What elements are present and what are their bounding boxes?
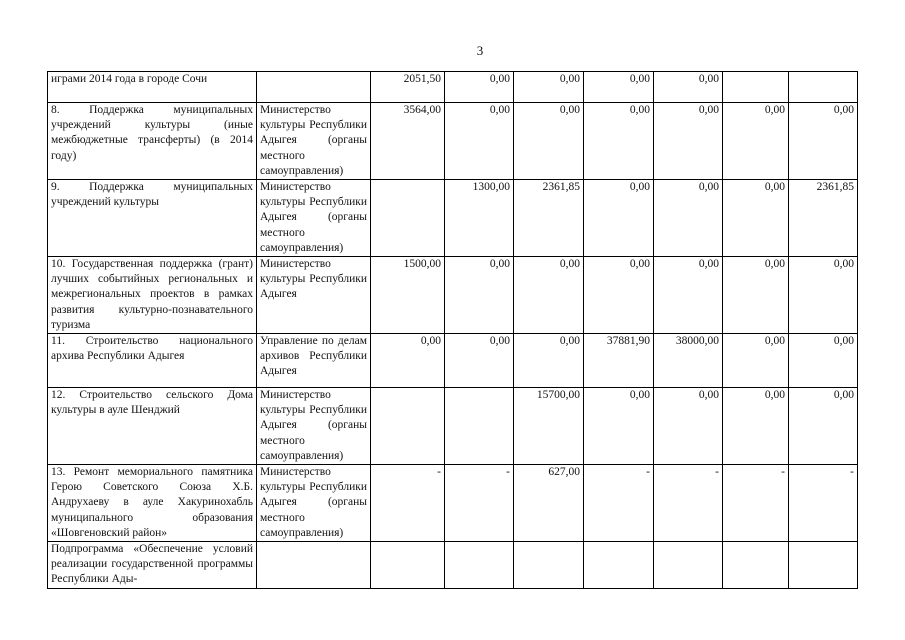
executor-cell: Управление по делам архивов Республики Адыгея xyxy=(257,334,371,388)
amount-cell: 0,00 xyxy=(445,103,514,180)
amount-cell: 3564,00 xyxy=(371,103,445,180)
table-row xyxy=(48,334,858,388)
table-row xyxy=(48,388,858,465)
amount-cell: 0,00 xyxy=(371,334,445,388)
amount-cell xyxy=(723,542,789,589)
executor-cell: Министерство культуры Республики Адыгея (органы местного самоуправления) xyxy=(257,180,371,257)
amount-cell: 0,00 xyxy=(654,180,723,257)
amount-cell: 15700,00 xyxy=(514,388,584,465)
amount-cell: 0,00 xyxy=(445,334,514,388)
executor-cell: Министерство культуры Республики Адыгея (органы местного самоуправления) xyxy=(257,103,371,180)
executor-cell: Министерство культуры Республики Адыгея (органы местного самоуправления) xyxy=(257,388,371,465)
amount-cell: 0,00 xyxy=(514,72,584,103)
executor-cell: Министерство культуры Республики Адыгея (органы местного самоуправления) xyxy=(257,465,371,542)
amount-cell: 0,00 xyxy=(514,334,584,388)
amount-cell: 0,00 xyxy=(654,103,723,180)
amount-cell: 627,00 xyxy=(514,465,584,542)
amount-cell: 2051,50 xyxy=(371,72,445,103)
amount-cell: 0,00 xyxy=(789,334,858,388)
amount-cell: 0,00 xyxy=(723,103,789,180)
measure-description-cell: 11. Строительство национального архива Республики Адыгея xyxy=(48,334,257,388)
page-number: 3 xyxy=(476,43,484,58)
amount-cell xyxy=(371,542,445,589)
budget-table xyxy=(47,71,858,589)
amount-cell: 0,00 xyxy=(789,103,858,180)
amount-cell: 0,00 xyxy=(445,72,514,103)
amount-cell: 0,00 xyxy=(654,257,723,334)
amount-cell xyxy=(584,542,654,589)
measure-description-cell: Подпрограмма «Обеспечение условий реализации государственной программы Республики Ады- xyxy=(48,542,257,589)
measure-description-cell: играми 2014 года в городе Сочи xyxy=(48,72,257,103)
amount-cell: 1500,00 xyxy=(371,257,445,334)
table-row xyxy=(48,542,858,589)
amount-cell: 0,00 xyxy=(654,388,723,465)
amount-cell xyxy=(371,388,445,465)
table-body xyxy=(48,72,858,589)
amount-cell: 1300,00 xyxy=(445,180,514,257)
amount-cell: 0,00 xyxy=(789,257,858,334)
amount-cell: 37881,90 xyxy=(584,334,654,388)
amount-cell: 0,00 xyxy=(584,257,654,334)
amount-cell: - xyxy=(789,465,858,542)
amount-cell xyxy=(654,542,723,589)
amount-cell: - xyxy=(584,465,654,542)
amount-cell: 0,00 xyxy=(514,257,584,334)
amount-cell: 0,00 xyxy=(584,180,654,257)
amount-cell xyxy=(371,180,445,257)
amount-cell: 0,00 xyxy=(723,388,789,465)
amount-cell: - xyxy=(723,465,789,542)
measure-description-cell: 8. Поддержка муниципальных учреждений культуры (иные межбюджетные трансферты) (в 2014 году) xyxy=(48,103,257,180)
measure-description-cell: 12. Строительство сельского Дома культуры в ауле Шенджий xyxy=(48,388,257,465)
amount-cell: 0,00 xyxy=(789,388,858,465)
amount-cell: 0,00 xyxy=(654,72,723,103)
measure-description-cell: 9. Поддержка муниципальных учреждений культуры xyxy=(48,180,257,257)
amount-cell: 38000,00 xyxy=(654,334,723,388)
table-row xyxy=(48,180,858,257)
measure-description-cell: 13. Ремонт мемориального памятника Герою Советского Союза Х.Б. Андрухаеву в ауле Хакуринохабль муниципального образования «Шовгеновский район» xyxy=(48,465,257,542)
amount-cell: 0,00 xyxy=(445,257,514,334)
amount-cell: - xyxy=(445,465,514,542)
amount-cell: 0,00 xyxy=(514,103,584,180)
amount-cell xyxy=(445,542,514,589)
amount-cell: 0,00 xyxy=(723,180,789,257)
amount-cell: - xyxy=(371,465,445,542)
executor-cell xyxy=(257,542,371,589)
amount-cell xyxy=(723,72,789,103)
amount-cell: 2361,85 xyxy=(789,180,858,257)
table-row xyxy=(48,257,858,334)
table-row xyxy=(48,72,858,103)
amount-cell: 0,00 xyxy=(723,334,789,388)
table-row xyxy=(48,465,858,542)
amount-cell: 0,00 xyxy=(584,103,654,180)
executor-cell: Министерство культуры Республики Адыгея xyxy=(257,257,371,334)
amount-cell xyxy=(445,388,514,465)
table-row xyxy=(48,103,858,180)
amount-cell: 2361,85 xyxy=(514,180,584,257)
amount-cell: 0,00 xyxy=(584,388,654,465)
amount-cell: 0,00 xyxy=(584,72,654,103)
amount-cell xyxy=(789,72,858,103)
amount-cell: - xyxy=(654,465,723,542)
amount-cell xyxy=(789,542,858,589)
amount-cell: 0,00 xyxy=(723,257,789,334)
executor-cell xyxy=(257,72,371,103)
measure-description-cell: 10. Государственная поддержка (грант) лучших событийных региональных и межрегиональных проектов в рамках развития культурно-познавательного туризма xyxy=(48,257,257,334)
amount-cell xyxy=(514,542,584,589)
